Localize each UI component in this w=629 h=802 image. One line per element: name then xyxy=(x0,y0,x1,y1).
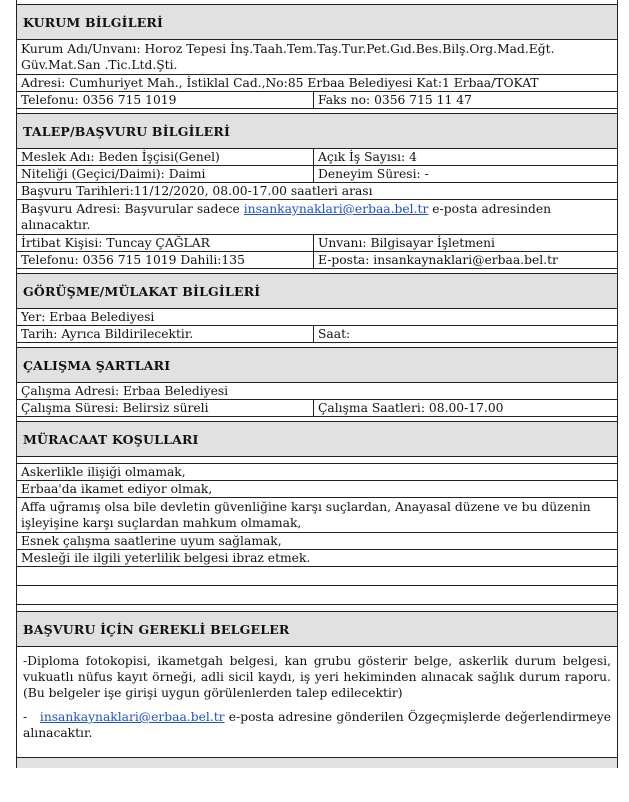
talep-phone: Telefonu: 0356 715 1019 Dahili:135 xyxy=(17,252,314,268)
gorusme-time: Saat: xyxy=(318,327,351,341)
gorusme-date-row xyxy=(17,326,617,343)
section-heading-gorusme: GÖRÜŞME/MÜLAKAT BİLGİLERİ xyxy=(17,273,617,309)
muracaat-empty-row xyxy=(17,567,617,586)
muracaat-item-row xyxy=(17,550,617,567)
calisma-duration: Çalışma Süresi: Belirsiz süreli xyxy=(17,400,314,416)
gorusme-place: Yer: Erbaa Belediyesi xyxy=(21,310,155,324)
calisma-address-row xyxy=(17,383,617,400)
belgeler-para-2-suffix: e-posta adresine gönderilen Özgeçmişlerde değerlendirmeye alınacaktır. xyxy=(23,710,611,740)
talep-address-row xyxy=(17,200,617,235)
talep-contact-row xyxy=(17,235,617,252)
muracaat-item: Esnek çalışma saatlerine uyum sağlamak, xyxy=(21,534,282,548)
talep-nature: Niteliği (Geçici/Daimi): Daimi xyxy=(17,166,314,182)
kurum-phone: Telefonu: 0356 715 1019 xyxy=(17,92,314,108)
muracaat-item-row xyxy=(17,481,617,498)
bottom-section-bar xyxy=(17,757,617,768)
talep-address xyxy=(17,200,617,234)
muracaat-item: Askerlikle ilişiği olmamak, xyxy=(21,465,186,479)
belgeler-email-link[interactable]: insankaynaklari@erbaa.bel.tr xyxy=(39,710,225,724)
talep-address-prefix: Başvuru Adresi: Başvurular sadece xyxy=(21,202,244,216)
talep-phone-row xyxy=(17,252,617,269)
muracaat-item-row xyxy=(17,463,617,481)
talep-title: Unvanı: Bilgisayar İşletmeni xyxy=(318,236,495,250)
kurum-fax: Faks no: 0356 715 11 47 xyxy=(318,93,472,107)
talep-dates-row xyxy=(17,183,617,200)
section-heading-belgeler: BAŞVURU İÇİN GEREKLİ BELGELER xyxy=(17,611,617,647)
belgeler-para-1: -Diploma fotokopisi, ikametgah belgesi, kan grubu gösterir belge, askerlik durum belgesi, vukuatlı nüfus kayıt örneği, adli sicil kaydı, iş yeri hekiminden alınacak sağlık durum raporu.(Bu belgeler işe girişi uygun görülenlerden talep edilecektir) xyxy=(23,654,611,700)
talep-nature-row xyxy=(17,166,617,183)
section-heading-talep: TALEP/BAŞVURU BİLGİLERİ xyxy=(17,113,617,149)
belgeler-para-2-prefix: - xyxy=(23,710,40,724)
calisma-address: Çalışma Adresi: Erbaa Belediyesi xyxy=(21,384,229,398)
section-heading-kurum: KURUM BİLGİLERİ xyxy=(17,4,617,40)
kurum-name-row xyxy=(17,40,617,75)
section-heading-muracaat: MÜRACAAT KOŞULLARI xyxy=(17,421,617,457)
gorusme-place-row xyxy=(17,309,617,326)
talep-job: Meslek Adı: Beden İşçisi(Genel) xyxy=(17,149,314,165)
talep-openings: Açık İş Sayısı: 4 xyxy=(318,150,417,164)
talep-contact: İrtibat Kişisi: Tuncay ÇAĞLAR xyxy=(17,235,314,251)
muracaat-item: Erbaa'da ikamet ediyor olmak, xyxy=(21,482,213,496)
talep-experience: Deneyim Süresi: - xyxy=(318,167,429,181)
kurum-address: Adresi: Cumhuriyet Mah., İstiklal Cad.,No:85 Erbaa Belediyesi Kat:1 Erbaa/TOKAT xyxy=(21,76,539,90)
section-heading-calisma: ÇALIŞMA ŞARTLARI xyxy=(17,347,617,383)
kurum-phone-row xyxy=(17,92,617,109)
talep-dates: Başvuru Tarihleri:11/12/2020, 08.00-17.00 saatleri arası xyxy=(21,184,373,198)
talep-address-email-link[interactable]: insankaynaklari@erbaa.bel.tr xyxy=(243,202,429,216)
document xyxy=(16,0,618,768)
muracaat-item-row xyxy=(17,533,617,550)
muracaat-item-row xyxy=(17,498,617,533)
calisma-hours: Çalışma Saatleri: 08.00-17.00 xyxy=(318,401,504,415)
belgeler-para-2 xyxy=(17,709,617,749)
talep-email: E-posta: insankaynaklari@erbaa.bel.tr xyxy=(318,253,558,267)
kurum-address-row xyxy=(17,75,617,92)
talep-job-row xyxy=(17,149,617,166)
gorusme-date: Tarih: Ayrıca Bildirilecektir. xyxy=(17,326,314,342)
kurum-name: Kurum Adı/Unvanı: Horoz Tepesi İnş.Taah.Tem.Taş.Tur.Pet.Gıd.Bes.Bilş.Org.Mad.Eğt. Güv.Mat.San .Tic.Ltd.Şti. xyxy=(21,42,555,72)
muracaat-item: Affa uğramış olsa bile devletin güvenliğine karşı suçlardan, Anayasal düzene ve bu düzenin işleyişine karşı suçlardan mahkum olmamak, xyxy=(21,500,591,530)
calisma-duration-row xyxy=(17,400,617,417)
talep-address-suffix: e-posta adresinden alınacaktır. xyxy=(21,202,552,232)
muracaat-item: Mesleği ile ilgili yeterlilik belgesi ibraz etmek. xyxy=(21,551,311,565)
muracaat-empty-row xyxy=(17,586,617,605)
